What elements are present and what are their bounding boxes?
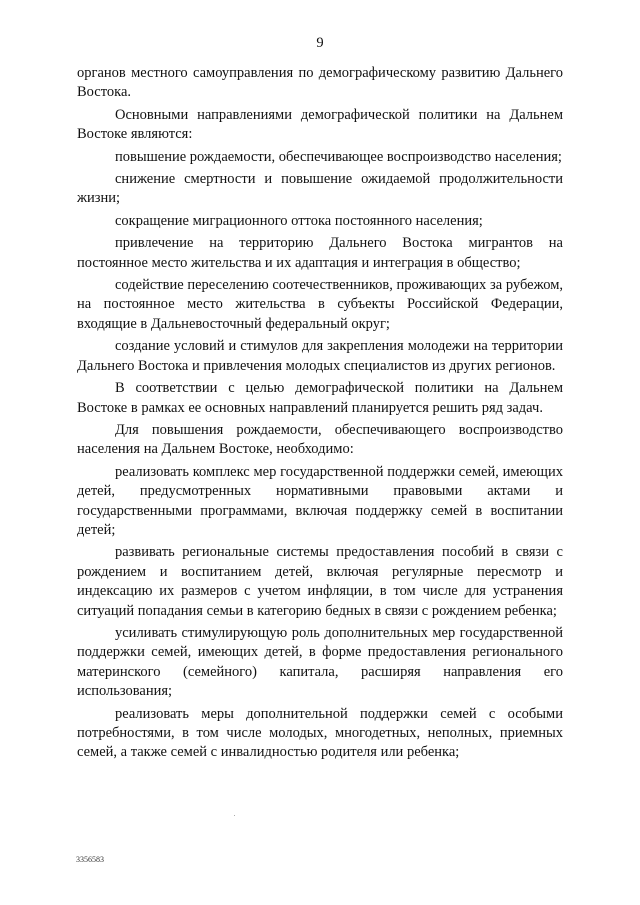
paragraph: реализовать комплекс мер государственной поддержки семей, имеющих детей, предусмотренных нормативными правовыми актами и государственными программами, включая поддержку семей в воспитании детей; bbox=[77, 463, 563, 538]
paragraph: привлечение на территорию Дальнего Востока мигрантов на постоянное место жительства и их адаптация и интеграция в общество; bbox=[77, 235, 563, 271]
paragraph: В соответствии с целью демографической политики на Дальнем Востоке в рамках ее основных направлений планируется решить ряд задач. bbox=[77, 380, 563, 416]
page-number: 9 bbox=[316, 35, 324, 51]
paragraph: Для повышения рождаемости, обеспечивающего воспроизводство населения на Дальнем Востоке, необходимо: bbox=[77, 421, 563, 458]
document-body bbox=[77, 64, 563, 763]
paragraph: содействие переселению соотечественников, проживающих за рубежом, на постоянное место жительства в субъекты Российской Федерации, входящие в Дальневосточный федеральный округ; bbox=[77, 277, 563, 332]
paragraph: сокращение миграционного оттока постоянного населения; bbox=[115, 212, 483, 229]
paragraph: Основными направлениями демографической политики на Дальнем Востоке являются: bbox=[77, 106, 563, 143]
paragraph: усиливать стимулирующую роль дополнительных мер государственной поддержки семей, имеющих детей, в форме предоставления регионального материнского (семейного) капитала, расширяя направления его использования; bbox=[77, 624, 563, 700]
paragraph: реализовать меры дополнительной поддержки семей с особыми потребностями, в том числе молодых, многодетных, неполных, приемных семей, а также семей с инвалидностью родителя или ребенка; bbox=[77, 705, 563, 761]
paragraph: развивать региональные системы предоставления пособий в связи с рождением и воспитанием детей, включая регулярные пересмотр и индексацию их размеров с учетом инфляции, в том числе для устранения ситуаций попадания семьи в категорию бедных в связи с рождением ребенка; bbox=[77, 544, 563, 619]
document-code: 3356583 bbox=[76, 855, 104, 864]
paragraph: создание условий и стимулов для закрепления молодежи на территории Дальнего Востока и привлечения молодых специалистов из других регионов. bbox=[77, 338, 563, 374]
paragraph: органов местного самоуправления по демографическому развитию Дальнего Востока. bbox=[77, 65, 563, 101]
paragraph: повышение рождаемости, обеспечивающее воспроизводство населения; bbox=[115, 148, 562, 165]
scan-speck bbox=[234, 815, 235, 816]
paragraph: снижение смертности и повышение ожидаемой продолжительности жизни; bbox=[77, 171, 563, 207]
